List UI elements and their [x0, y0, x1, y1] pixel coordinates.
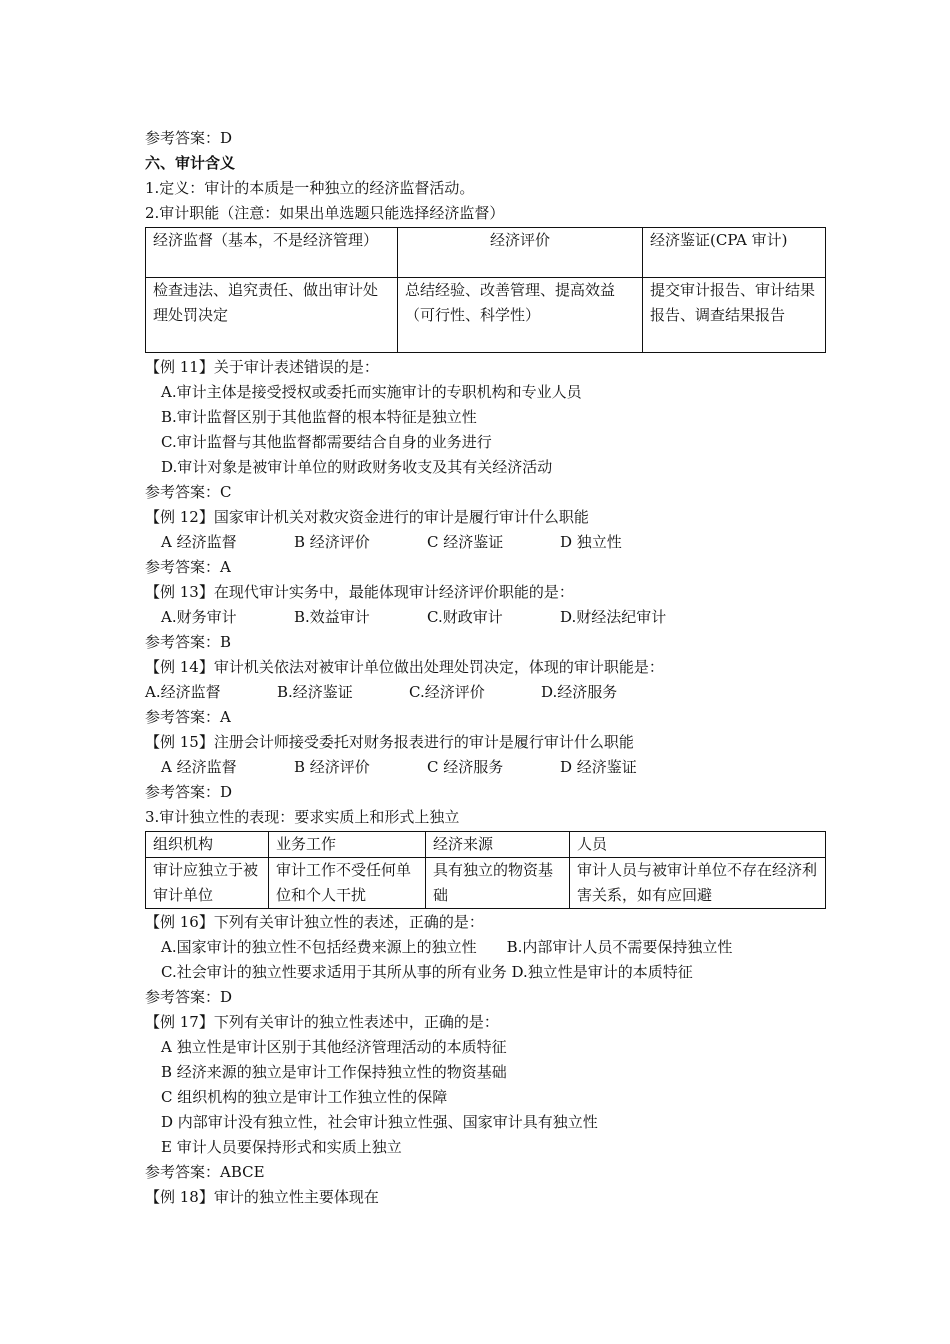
option-a: A.审计主体是接受授权或委托而实施审计的专职机构和专业人员	[161, 383, 582, 401]
options-14	[145, 680, 825, 705]
option: A.经济监督	[145, 683, 221, 701]
example-17: 【例 17】下列有关审计的独立性表述中，正确的是：	[145, 1013, 499, 1031]
example-18: 【例 18】审计的独立性主要体现在	[145, 1188, 379, 1206]
table-cell: 审计人员与被审计单位不存在经济利害关系，如有应回避	[570, 858, 826, 909]
options-13	[145, 605, 825, 630]
independence-line: 3.审计独立性的表现：要求实质上和形式上独立	[145, 808, 460, 826]
table-cell: 经济监督（基本，不是经济管理）	[146, 228, 398, 278]
option-d: D 内部审计没有独立性，社会审计独立性强、国家审计具有独立性	[161, 1113, 598, 1131]
function-table	[145, 227, 826, 353]
example-11: 【例 11】关于审计表述错误的是：	[145, 358, 379, 376]
independence-table	[145, 831, 826, 909]
option: D 独立性	[560, 533, 622, 551]
table-cell: 经济评价	[398, 228, 643, 278]
answer-16: 参考答案：D	[145, 988, 233, 1006]
option: C 经济鉴证	[427, 533, 504, 551]
option: B 经济评价	[294, 758, 370, 776]
example-13: 【例 13】在现代审计实务中，最能体现审计经济评价职能的是：	[145, 583, 574, 601]
function-line: 2.审计职能（注意：如果出单选题只能选择经济监督）	[145, 204, 505, 222]
section-heading: 六、审计含义	[145, 154, 236, 172]
option: B.经济鉴证	[277, 683, 353, 701]
options-16-ab: A.国家审计的独立性不包括经费来源上的独立性 B.内部审计人员不需要保持独立性	[161, 938, 733, 956]
table-cell: 审计工作不受任何单位和个人干扰	[269, 858, 426, 909]
table-cell: 经济鉴证(CPA 审计)	[643, 228, 826, 278]
option-b: B.审计监督区别于其他监督的根本特征是独立性	[161, 408, 477, 426]
example-14: 【例 14】审计机关依法对被审计单位做出处理处罚决定，体现的审计职能是：	[145, 658, 664, 676]
option-a: A 独立性是审计区别于其他经济管理活动的本质特征	[161, 1038, 507, 1056]
example-12: 【例 12】国家审计机关对救灾资金进行的审计是履行审计什么职能	[145, 508, 589, 526]
option: C.经济评价	[409, 683, 485, 701]
option: B 经济评价	[294, 533, 370, 551]
answer-13: 参考答案：B	[145, 633, 232, 651]
option: B.效益审计	[294, 608, 370, 626]
table-cell: 经济来源	[426, 832, 570, 858]
answer-15: 参考答案：D	[145, 783, 233, 801]
table-cell: 具有独立的物资基础	[426, 858, 570, 909]
table-cell: 组织机构	[146, 832, 269, 858]
options-16-cd: C.社会审计的独立性要求适用于其所从事的所有业务 D.独立性是审计的本质特征	[161, 963, 693, 981]
definition-line: 1.定义：审计的本质是一种独立的经济监督活动。	[145, 179, 475, 197]
option: D.经济服务	[541, 683, 618, 701]
table-cell: 总结经验、改善管理、提高效益（可行性、科学性）	[398, 278, 643, 353]
options-15	[145, 755, 825, 780]
answer-17: 参考答案：ABCE	[145, 1163, 265, 1181]
option-c: C 组织机构的独立是审计工作独立性的保障	[161, 1088, 448, 1106]
answer-11: 参考答案：C	[145, 483, 232, 501]
option-e: E 审计人员要保持形式和实质上独立	[161, 1138, 402, 1156]
option: C 经济服务	[427, 758, 504, 776]
option-b: B 经济来源的独立是审计工作保持独立性的物资基础	[161, 1063, 507, 1081]
option-c: C.审计监督与其他监督都需要结合自身的业务进行	[161, 433, 492, 451]
table-cell: 审计应独立于被审计单位	[146, 858, 269, 909]
options-12	[145, 530, 825, 555]
option: A 经济监督	[161, 758, 237, 776]
option: D 经济鉴证	[560, 758, 637, 776]
table-cell: 提交审计报告、审计结果报告、调查结果报告	[643, 278, 826, 353]
option: D.财经法纪审计	[560, 608, 667, 626]
option: C.财政审计	[427, 608, 503, 626]
example-16: 【例 16】下列有关审计独立性的表述，正确的是：	[145, 913, 484, 931]
option-d: D.审计对象是被审计单位的财政财务收支及其有关经济活动	[161, 458, 553, 476]
example-15: 【例 15】注册会计师接受委托对财务报表进行的审计是履行审计什么职能	[145, 733, 634, 751]
answer-10: 参考答案：D	[145, 129, 233, 147]
table-cell: 业务工作	[269, 832, 426, 858]
option: A 经济监督	[161, 533, 237, 551]
answer-14: 参考答案：A	[145, 708, 231, 726]
table-cell: 检查违法、追究责任、做出审计处理处罚决定	[146, 278, 398, 353]
table-cell: 人员	[570, 832, 826, 858]
page-content	[145, 126, 825, 1210]
option: A.财务审计	[161, 608, 237, 626]
answer-12: 参考答案：A	[145, 558, 231, 576]
